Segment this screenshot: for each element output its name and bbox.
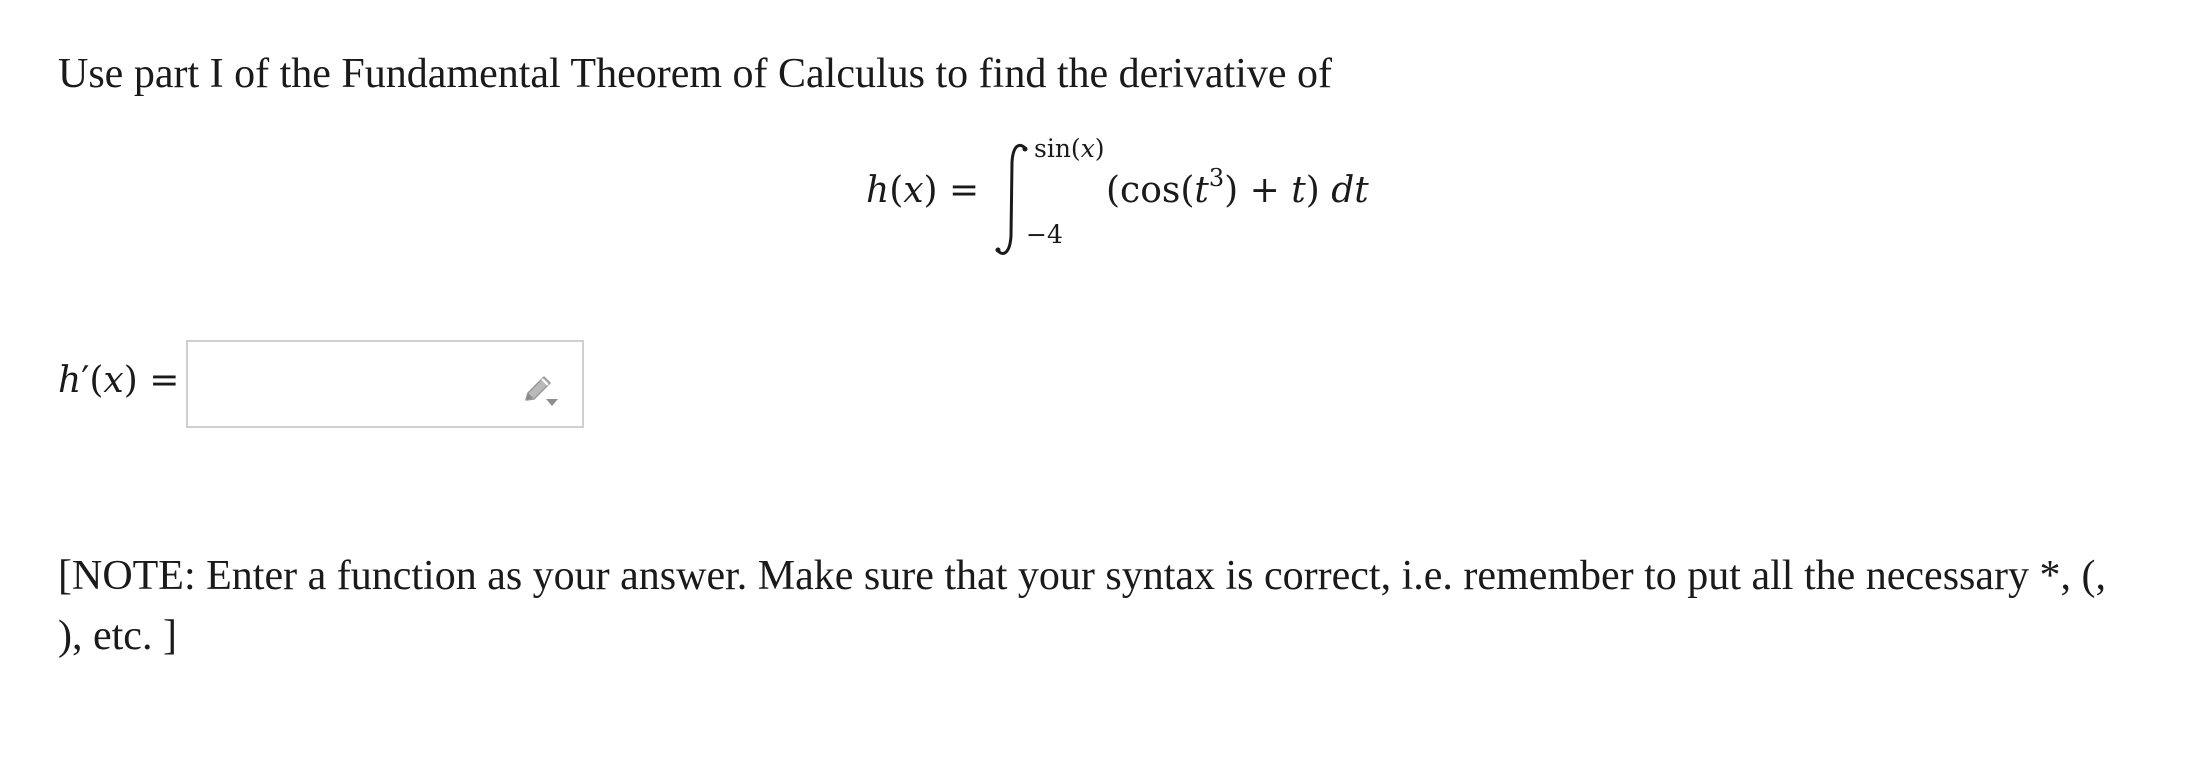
upper-limit-func: sin( (1034, 134, 1081, 163)
answer-prime: ′ (81, 360, 90, 401)
close-paren: ) (923, 170, 938, 211)
integrand-t: t (1194, 170, 1209, 211)
pencil-icon[interactable] (520, 370, 560, 410)
answer-input[interactable] (196, 350, 500, 420)
question-prompt: Use part I of the Fundamental Theorem of Calculus to find the derivative of (58, 51, 1333, 97)
upper-limit-close: ) (1094, 134, 1105, 163)
answer-input-box[interactable] (186, 340, 584, 428)
answer-open-paren: ( (89, 360, 104, 401)
syntax-note: [NOTE: Enter a function as your answer. Make sure that your syntax is correct, i.e. remember to put all the necessary *, (, ), etc. ] (58, 553, 2106, 659)
equation-lhs (866, 170, 979, 211)
integrand-middle: ) + (1224, 170, 1292, 211)
function-name: h (866, 170, 890, 211)
equals-sign: = (949, 170, 980, 211)
lower-limit: −4 (1026, 220, 1063, 249)
integrand-exponent: 3 (1208, 164, 1225, 192)
upper-limit (1034, 134, 1105, 163)
integrand-t2: t (1291, 170, 1306, 211)
upper-limit-variable: x (1080, 134, 1095, 163)
variable-x: x (903, 170, 924, 211)
answer-close-paren: ) (123, 360, 138, 401)
answer-function: h (58, 360, 82, 401)
answer-label (58, 360, 179, 401)
integrand (1106, 164, 1369, 211)
integrand-close: ) (1305, 170, 1320, 211)
open-paren: ( (889, 170, 904, 211)
integral-equation (866, 120, 1386, 270)
answer-equals: = (149, 360, 180, 401)
integrand-prefix: (cos( (1106, 170, 1195, 211)
differential: dt (1331, 170, 1369, 211)
answer-variable: x (103, 360, 124, 401)
